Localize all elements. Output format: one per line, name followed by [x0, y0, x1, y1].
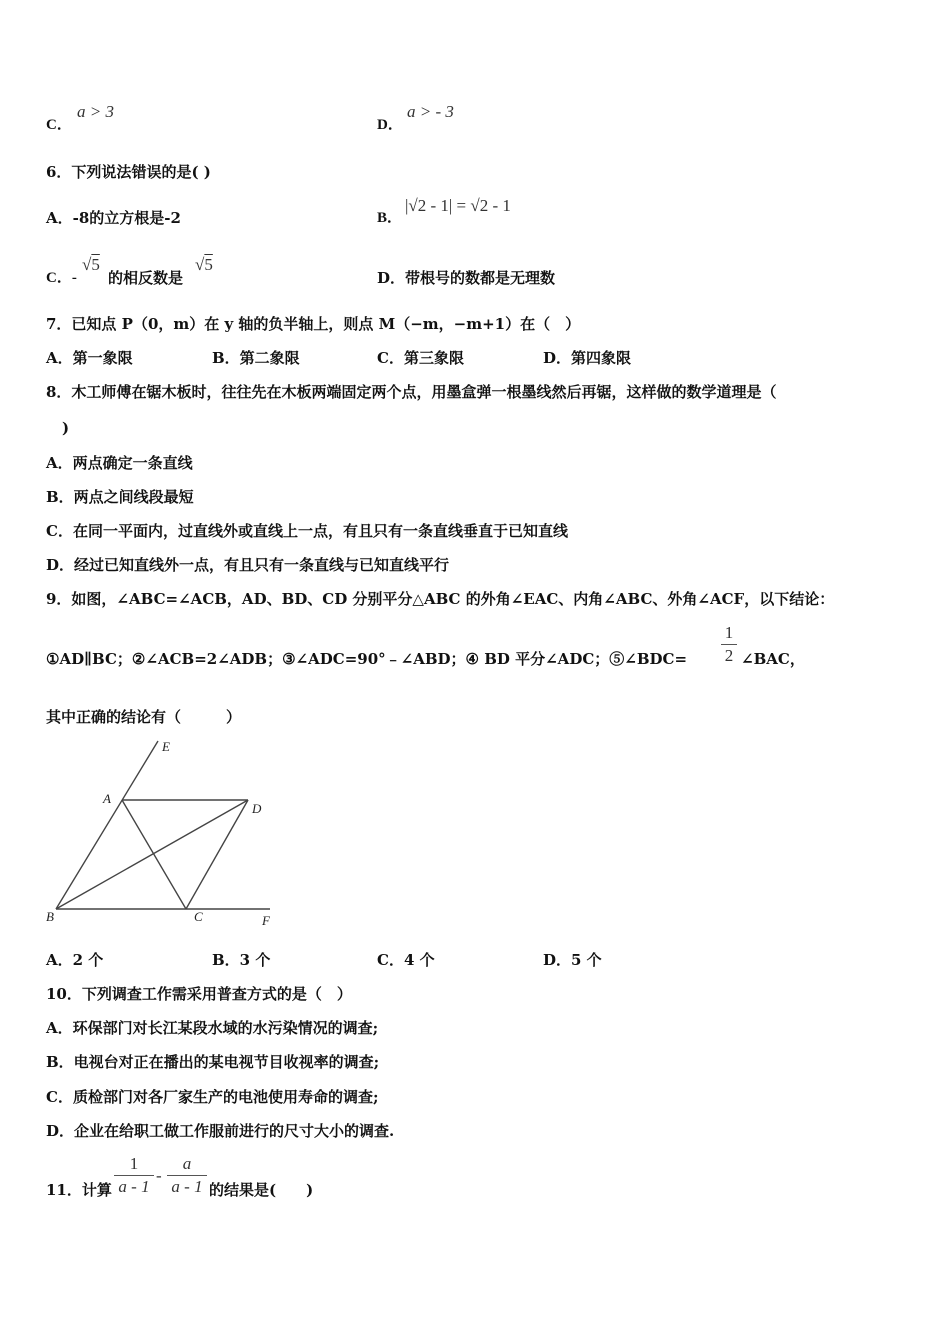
segment-c-d [186, 800, 248, 909]
q9-option-a: A．2 个 [46, 951, 104, 969]
q8-stem: 8．木工师傅在锯木板时，往往先在木板两端固定两个点，用墨盒弹一根墨线然后再锯，这样做的数学道理是（ [46, 383, 777, 401]
segment-a-c [122, 800, 186, 909]
q8-option-d: D．经过已知直线外一点，有且只有一条直线与已知直线平行 [46, 556, 450, 574]
q11-fraction-1-numerator: 1 [129, 1154, 139, 1173]
q10-stem: 10．下列调查工作需采用普查方式的是（ ） [46, 985, 352, 1003]
q11-stem-suffix: 的结果是( ) [209, 1181, 314, 1199]
q11-fraction-2 [167, 1153, 207, 1198]
label-f: F [262, 913, 270, 928]
q7-option-d: D．第四象限 [543, 349, 632, 367]
q10-option-b: B．电视台对正在播出的某电视节目收视率的调查; [46, 1053, 380, 1071]
q11-fraction-2-numerator: a [182, 1154, 192, 1173]
q6-option-a: A．-8的立方根是-2 [46, 209, 181, 227]
q11-fraction-1-denominator: a - 1 [118, 1177, 150, 1196]
q6-option-b-label: B． [377, 210, 403, 226]
q6-option-c-radicand-2: 5 [204, 255, 213, 274]
q10-option-d: D．企业在给职工做工作服前进行的尺寸大小的调查. [46, 1122, 395, 1140]
q7-stem: 7．已知点 P（0，m）在 y 轴的负半轴上，则点 M（−m，−m+1）在（ ） [46, 315, 581, 333]
q9-question: 其中正确的结论有（ ） [46, 708, 242, 726]
q7-option-c: C．第三象限 [377, 349, 464, 367]
q9-stem: 9．如图，∠ABC=∠ACB，AD、BD、CD 分别平分△ABC 的外角∠EAC、内角∠ABC、外角∠ACF，以下结论： [46, 590, 835, 608]
line-b-e [56, 741, 158, 909]
q6-stem: 6．下列说法错误的是( ) [46, 163, 211, 181]
label-c: C [194, 909, 203, 924]
q9-conclusions-tail: ∠BAC， [741, 650, 805, 668]
q6-option-c-radicand-1: 5 [91, 255, 100, 274]
q6-option-c-sqrt1: √5 [82, 255, 100, 274]
label-d: D [252, 801, 262, 816]
label-b: B [46, 909, 54, 924]
q10-option-a: A．环保部门对长江某段水域的水污染情况的调查; [46, 1019, 379, 1037]
q9-option-d: D．5 个 [543, 951, 602, 969]
q9-fraction-denominator: 2 [724, 646, 734, 665]
segment-b-d [56, 800, 248, 909]
q8-option-a: A．两点确定一条直线 [46, 454, 193, 472]
q11-fraction-2-denominator: a - 1 [171, 1177, 203, 1196]
q9-option-c: C．4 个 [377, 951, 435, 969]
q9-fraction [721, 622, 737, 667]
q6-option-c-label: C．- [46, 270, 77, 286]
q8-option-b: B．两点之间线段最短 [46, 488, 194, 506]
q9-conclusions: ①AD∥BC；②∠ACB=2∠ADB；③∠ADC=90°﹣∠ABD；④ BD 平分∠ADC；⑤∠BDC= [46, 650, 688, 668]
q5-option-c-math: a > 3 [77, 102, 114, 121]
q6-option-c-sqrt2: √5 [195, 255, 213, 274]
q11-minus: - [156, 1166, 162, 1185]
q5-option-d-math: a > - 3 [407, 102, 454, 121]
q9-geometry-figure [40, 735, 280, 930]
q6-option-b-math: |√2 - 1| = √2 - 1 [405, 196, 511, 215]
q8-stem-cont: ) [62, 419, 70, 437]
q5-option-d-label: D． [377, 117, 403, 133]
label-a: A [103, 791, 111, 806]
label-e: E [162, 739, 170, 754]
q7-option-a: A．第一象限 [46, 349, 133, 367]
q11-fraction-1 [114, 1153, 154, 1198]
q5-option-c-label: C． [46, 117, 72, 133]
q11-stem-prefix: 11．计算 [46, 1181, 112, 1199]
q6-option-d: D．带根号的数都是无理数 [377, 269, 556, 287]
q8-option-c: C．在同一平面内，过直线外或直线上一点，有且只有一条直线垂直于已知直线 [46, 522, 568, 540]
q10-option-c: C．质检部门对各厂家生产的电池使用寿命的调查; [46, 1088, 379, 1106]
q7-option-b: B．第二象限 [212, 349, 300, 367]
q6-option-c-text: 的相反数是 [108, 269, 184, 287]
q9-option-b: B．3 个 [212, 951, 271, 969]
q9-fraction-numerator: 1 [724, 623, 734, 642]
